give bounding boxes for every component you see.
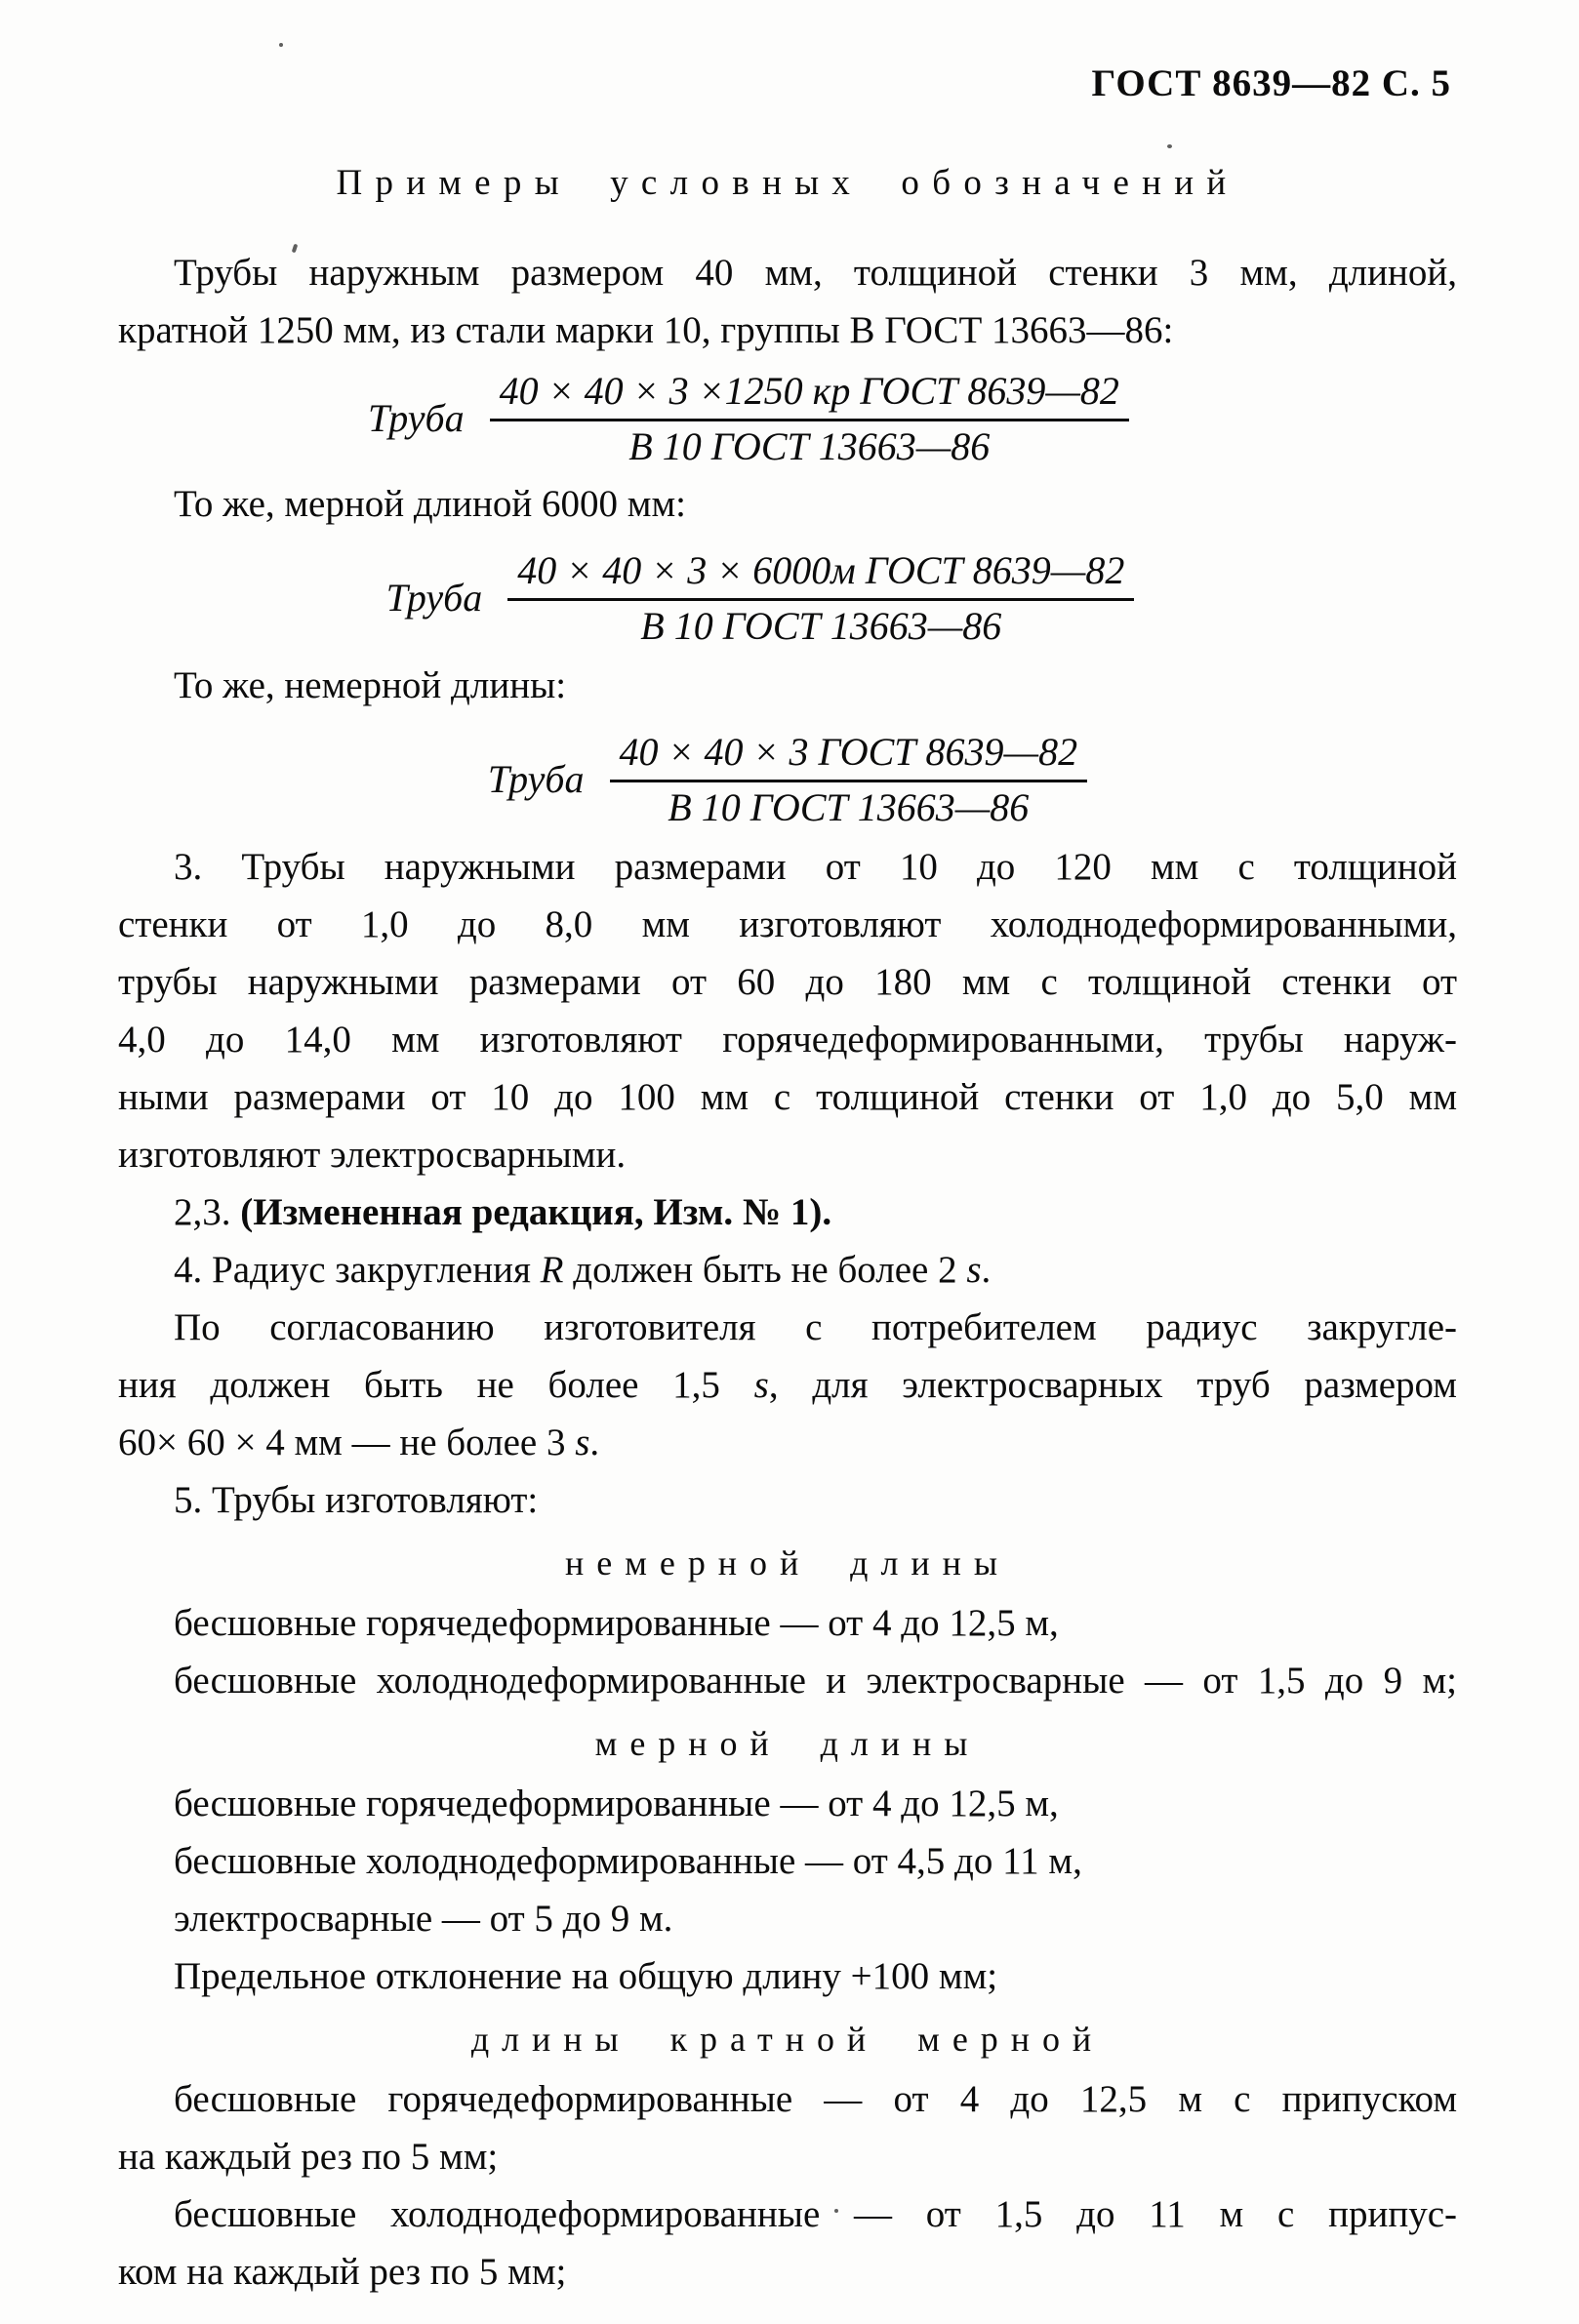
item23-amendment: (Измененная редакция, Изм. № 1).	[240, 1191, 832, 1233]
formula-numerator: 40 × 40 × 3 ×1250 кр ГОСТ 8639—82	[490, 369, 1129, 421]
item23-number: 2,3.	[174, 1191, 241, 1233]
formula-label: Труба	[368, 395, 465, 440]
item4-text: .	[981, 1249, 992, 1291]
scan-speck	[279, 43, 283, 47]
item4b-var-s: s	[753, 1364, 769, 1406]
item4b-line-2	[118, 1356, 1457, 1414]
list-line: бесшовные горячедеформированные — от 4 до 12,5 м,	[174, 1602, 1059, 1644]
intro-line-1: Трубы наружным размером 40 мм, толщиной стенки 3 мм, длиной,	[174, 252, 1457, 294]
formula-fraction	[490, 369, 1129, 467]
list-line: электросварные — от 5 до 9 м.	[174, 1898, 673, 1940]
item4b-text: , для электросварных труб размером	[768, 1364, 1457, 1406]
item4b-line-1: По согласованию изготовителя с потребителем радиус закругле-	[174, 1306, 1457, 1348]
list-line: бесшовные холоднодеформированные — от 1,5 до 11 м с припус-	[174, 2193, 1457, 2235]
item4b-line-3	[118, 1414, 1457, 1471]
section-title: Примеры условных обозначений	[336, 163, 1239, 203]
list-line: бесшовные горячедеформированные — от 4 до 12,5 м с припуском	[174, 2078, 1457, 2120]
formula-numerator: 40 × 40 × 3 ГОСТ 8639—82	[610, 730, 1088, 782]
item4-var-r: R	[540, 1249, 564, 1291]
item3-line-3: трубы наружными размерами от 60 до 180 мм с толщиной стенки от	[118, 961, 1457, 1003]
item4b-var-s: s	[575, 1422, 590, 1463]
list-line: бесшовные горячедеформированные — от 4 до 12,5 м,	[174, 1783, 1059, 1824]
item3-line-2: стенки от 1,0 до 8,0 мм изготовляют холоднодеформированными,	[118, 903, 1457, 945]
item4-text: 4. Радиус закругления	[174, 1249, 541, 1291]
list-line: ком на каждый рез по 5 мм;	[118, 2251, 567, 2293]
same-unmeasured-line: То же, немерной длины:	[174, 664, 567, 706]
list-line: бесшовные холоднодеформированные — от 4,5 до 11 м,	[174, 1840, 1082, 1882]
designation-formula-2	[118, 548, 1457, 647]
formula-fraction	[507, 548, 1134, 647]
standard-number: ГОСТ 8639—82 С. 5	[1091, 62, 1451, 104]
page-content	[118, 60, 1457, 2301]
formula-label: Труба	[487, 756, 585, 801]
subsection-heading-measured: мерной длины	[594, 1724, 981, 1763]
formula-denominator: В 10 ГОСТ 13663—86	[640, 604, 1002, 648]
formula-numerator: 40 × 40 × 3 × 6000м ГОСТ 8639—82	[507, 548, 1134, 601]
designation-formula-1	[118, 369, 1457, 467]
intro-line-2: кратной 1250 мм, из стали марки 10, группы В ГОСТ 13663—86:	[118, 309, 1174, 351]
formula-denominator: В 10 ГОСТ 13663—86	[628, 424, 991, 468]
item4-var-s: s	[966, 1249, 982, 1291]
list-line: бесшовные холоднодеформированные и электросварные — от 1,5 до 9 м;	[174, 1660, 1457, 1702]
item5-line: 5. Трубы изготовляют:	[174, 1479, 539, 1521]
item3-line-4: 4,0 до 14,0 мм изготовляют горячедеформированными, трубы наруж-	[118, 1019, 1457, 1061]
item4b-text: 60× 60 × 4 мм — не более 3	[118, 1422, 576, 1463]
deviation-line: Предельное отклонение на общую длину +100 мм;	[174, 1955, 998, 1997]
formula-label: Труба	[385, 575, 483, 620]
designation-formula-3	[118, 730, 1457, 828]
list-line: на каждый рез по 5 мм;	[118, 2136, 499, 2178]
same-measured-line: То же, мерной длиной 6000 мм:	[174, 483, 686, 525]
page-header	[118, 60, 1457, 107]
subsection-heading-multiple: длины кратной мерной	[470, 2020, 1105, 2059]
item4-line	[118, 1241, 1457, 1299]
item4-text: должен быть не более 2	[563, 1249, 967, 1291]
subsection-heading-unmeasured: немерной длины	[565, 1543, 1010, 1583]
item23-line	[118, 1183, 1457, 1241]
item3-line-5: ными размерами от 10 до 100 мм с толщиной стенки от 1,0 до 5,0 мм	[118, 1076, 1457, 1118]
formula-denominator: В 10 ГОСТ 13663—86	[668, 785, 1030, 829]
item4b-text: ния должен быть не более 1,5	[118, 1364, 754, 1406]
item3-line-6: изготовляют электросварными.	[118, 1134, 627, 1176]
item3-line-1: 3. Трубы наружными размерами от 10 до 120 мм с толщиной	[174, 846, 1457, 888]
formula-fraction	[610, 730, 1088, 828]
item4b-text: .	[589, 1422, 600, 1463]
